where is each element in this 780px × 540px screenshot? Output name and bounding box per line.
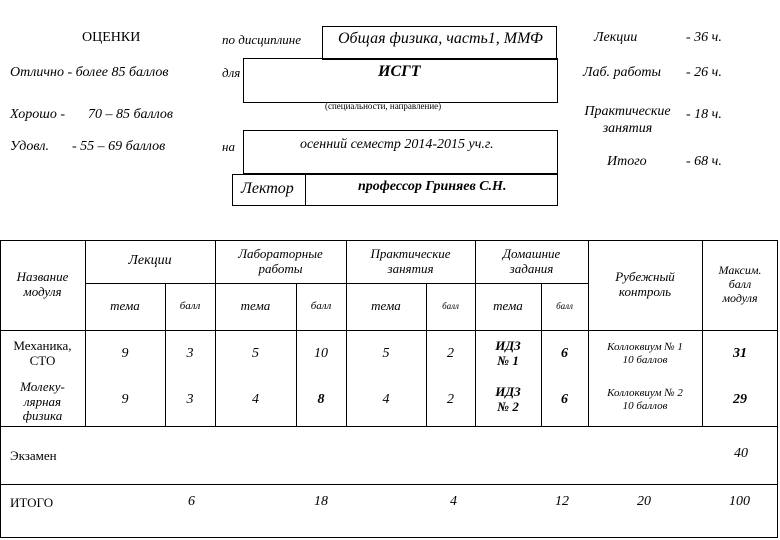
row2-module: Молеку- лярная физика: [20, 378, 65, 424]
row2-lec-topic: 9: [121, 391, 129, 407]
header-labs: Лабораторные работы: [238, 245, 323, 276]
row2-midterm: Коллоквиум № 2 10 баллов: [607, 387, 683, 412]
row1-pr-topic: 5: [382, 345, 390, 361]
row2-max: 29: [733, 391, 747, 407]
header-lab-score: балл: [310, 300, 332, 313]
header-lec-topic: тема: [110, 298, 140, 314]
exam-label: Экзамен: [10, 448, 57, 463]
total-labs: 18: [314, 494, 328, 509]
grade-good-value: 70 – 85 баллов: [88, 107, 173, 122]
row2-pr-score: 2: [447, 391, 454, 407]
discipline-label: по дисциплине: [222, 32, 301, 47]
row1-midterm: Коллоквиум № 1 10 баллов: [607, 341, 683, 366]
header-homework: Домашние задания: [502, 245, 561, 276]
hours-total-label: Итого: [607, 154, 647, 169]
total-lectures: 6: [188, 494, 195, 509]
total-practice: 4: [450, 494, 457, 509]
total-midterm: 20: [637, 494, 651, 509]
header-pr-topic: тема: [371, 298, 401, 314]
hours-lectures-label: Лекции: [594, 30, 638, 45]
semester-value: осенний семестр 2014-2015 уч.г.: [300, 137, 494, 152]
row1-lec-score: 3: [186, 345, 194, 361]
for-value: ИСГТ: [378, 63, 421, 80]
row1-lab-topic: 5: [252, 345, 259, 361]
row1-lab-score: 10: [314, 345, 328, 361]
hours-practice-value: - 18 ч.: [686, 107, 722, 122]
row1-pr-score: 2: [447, 345, 454, 361]
hours-practice-label: Практические занятия: [584, 104, 671, 136]
grade-excellent: Отлично - более 85 баллов: [10, 65, 169, 80]
row2-lab-topic: 4: [252, 391, 259, 407]
row1-lec-topic: 9: [121, 345, 129, 361]
discipline-value: Общая физика, часть1, ММФ: [338, 30, 543, 47]
header-lab-topic: тема: [240, 298, 271, 314]
table-grid-line: [0, 484, 778, 485]
row2-pr-topic: 4: [382, 391, 390, 407]
exam-max: 40: [734, 446, 748, 461]
row1-max: 31: [733, 345, 747, 361]
row1-hw-topic: ИДЗ № 1: [495, 338, 521, 368]
for-label: для: [222, 65, 241, 80]
table-grid-line: [0, 426, 778, 427]
header-lec-score: балл: [179, 300, 201, 313]
grades-title: ОЦЕНКИ: [82, 30, 141, 45]
row2-hw-score: 6: [561, 391, 568, 407]
total-max: 100: [729, 494, 750, 509]
row1-hw-score: 6: [561, 345, 568, 361]
hours-labs-value: - 26 ч.: [686, 65, 722, 80]
for-caption: (специальности, направление): [325, 101, 442, 111]
row1-module: Механика, СТО: [13, 338, 72, 368]
total-homework: 12: [555, 494, 569, 509]
grade-satisfactory-value: - 55 – 69 баллов: [72, 139, 166, 154]
row2-hw-topic: ИДЗ № 2: [495, 384, 521, 414]
on-label: на: [222, 139, 235, 154]
header-midterm: Рубежный контроль: [615, 269, 675, 299]
header-max: Максим. балл модуля: [718, 263, 762, 305]
hours-lectures-value: - 36 ч.: [686, 30, 722, 45]
header-pr-score: балл: [442, 301, 459, 312]
grade-good-label: Хорошо -: [10, 107, 66, 122]
row2-lec-score: 3: [186, 391, 194, 407]
header-hw-score: балл: [556, 301, 573, 312]
header-practice: Практические занятия: [370, 245, 451, 276]
grade-satisfactory-label: Удовл.: [10, 139, 49, 154]
header-hw-topic: тема: [493, 298, 523, 314]
row2-lab-score: 8: [317, 391, 325, 407]
hours-total-value: - 68 ч.: [686, 154, 722, 169]
hours-labs-label: Лаб. работы: [583, 65, 661, 80]
total-label: ИТОГО: [10, 495, 54, 510]
lecturer-label: Лектор: [241, 180, 294, 197]
header-lectures: Лекции: [128, 253, 172, 269]
lecturer-value: профессор Гриняев С.Н.: [358, 179, 507, 194]
header-module: Название модуля: [16, 269, 69, 299]
